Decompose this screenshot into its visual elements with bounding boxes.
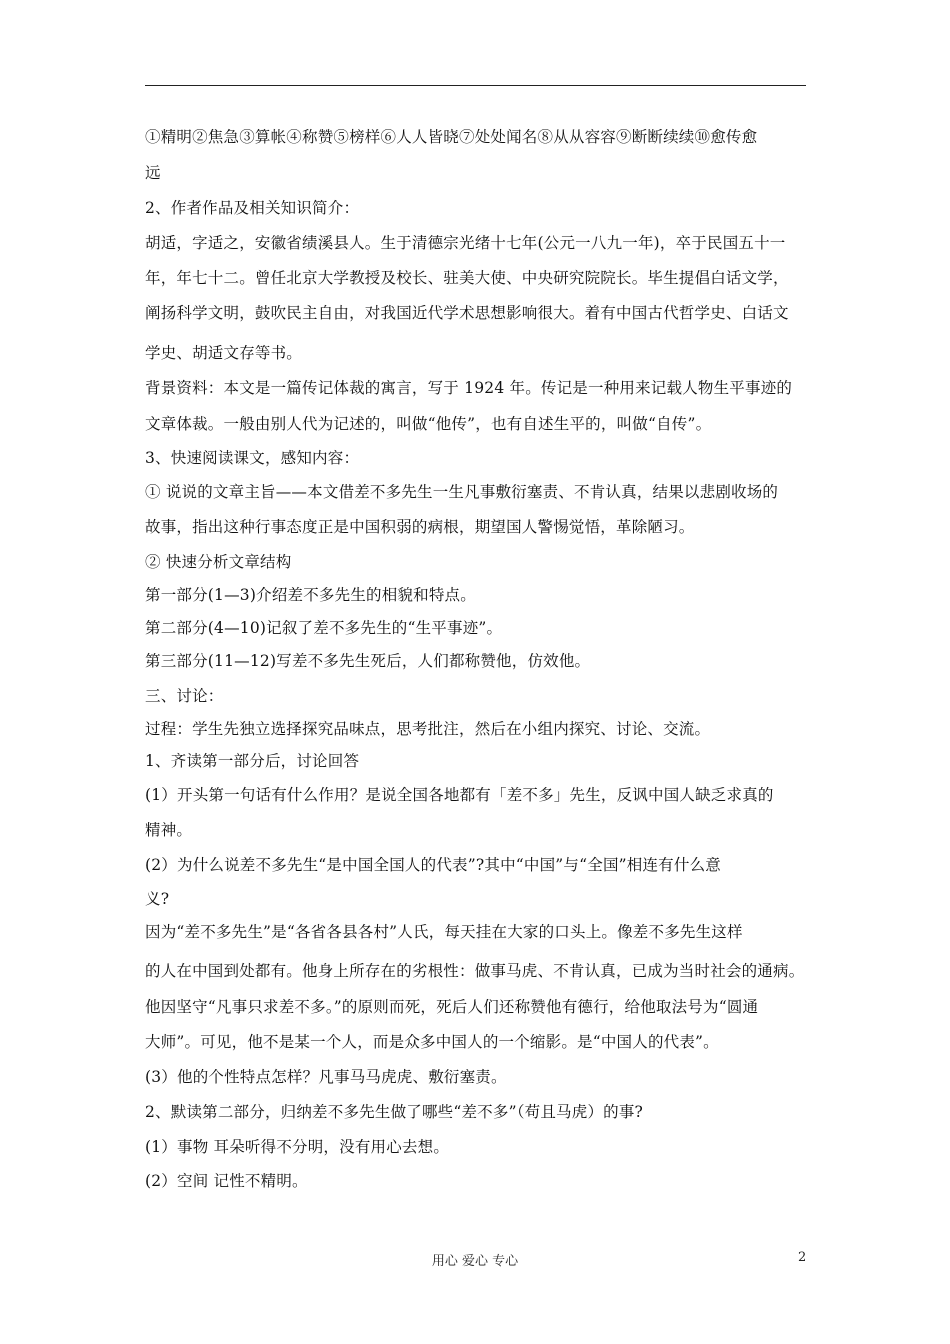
section-heading: 2、作者作品及相关知识简介： — [145, 199, 360, 217]
text-line: 年，年七十二。曾任北京大学教授及校长、驻美大使、中央研究院院长。毕生提倡白话文学， — [145, 269, 789, 287]
text-line: (1）开头第一句话有什么作用？是说全国各地都有「差不多」先生，反讽中国人缺乏求真的 — [145, 786, 774, 804]
text-line: 故事，指出这种行事态度正是中国积弱的病根，期望国人警惕觉悟，革除陋习。 — [145, 518, 695, 536]
vocab-list: ①精明②焦急③算帐④称赞⑤榜样⑥人人皆晓⑦处处闻名⑧从从容容⑨断断续续⑩愈传愈 — [145, 128, 758, 146]
text-line: 文章体裁。一般由别人代为记述的，叫做“他传”，也有自述生平的，叫做“自传”。 — [145, 415, 712, 433]
section-heading: 三、讨论： — [145, 687, 224, 705]
text-line: 精神。 — [145, 821, 193, 839]
text-line: (3）他的个性特点怎样？凡事马马虎虎、敷衍塞责。 — [145, 1068, 507, 1086]
section-heading: 3、快速阅读课文，感知内容： — [145, 449, 360, 467]
text-line: (1）事物 耳朵听得不分明，没有用心去想。 — [145, 1138, 450, 1156]
page-number: 2 — [798, 1250, 807, 1265]
text-line: 2、默读第二部分，归纳差不多先生做了哪些“差不多”（苟且马虎）的事? — [145, 1103, 644, 1121]
text-line: 背景资料：本文是一篇传记体裁的寓言，写于 1924 年。传记是一种用来记载人物生平事迹的 — [145, 379, 793, 397]
text-line: 因为“差不多先生”是“各省各县各村”人氏，每天挂在大家的口头上。像差不多先生这样 — [145, 923, 743, 941]
page-footer: 用心 爱心 专心 — [431, 1254, 519, 1269]
text-line: 学史、胡适文存等书。 — [145, 344, 303, 362]
text-line: 1、齐读第一部分后，讨论回答 — [145, 752, 360, 770]
text-line: (2）空间 记性不精明。 — [145, 1172, 308, 1190]
text-line: 大师”。可见，他不是某一个人，而是众多中国人的一个缩影。是“中国人的代表”。 — [145, 1033, 719, 1051]
text-line: 义? — [145, 890, 170, 908]
text-line: 远 — [145, 164, 161, 182]
text-line: ① 说说的文章主旨——本文借差不多先生一生凡事敷衍塞责、不肯认真，结果以悲剧收场的 — [145, 483, 779, 501]
header-rule — [145, 85, 806, 86]
text-line: 过程：学生先独立选择探究品味点，思考批注，然后在小组内探究、讨论、交流。 — [145, 720, 711, 738]
text-line: 第三部分(11—12)写差不多先生死后，人们都称赞他，仿效他。 — [145, 652, 591, 670]
text-line: 的人在中国到处都有。他身上所存在的劣根性：做事马虎、不肯认真，已成为当时社会的通病。 — [145, 962, 805, 980]
text-line: 第一部分(1—3)介绍差不多先生的相貌和特点。 — [145, 586, 476, 604]
text-line: 他因坚守“凡事只求差不多。”的原则而死，死后人们还称赞他有德行，给他取法号为“圆通 — [145, 998, 759, 1016]
text-line: ② 快速分析文章结构 — [145, 553, 292, 571]
text-line: 阐扬科学文明，鼓吹民主自由，对我国近代学术思想影响很大。着有中国古代哲学史、白话文 — [145, 304, 789, 322]
text-line: (2）为什么说差不多先生“是中国全国人的代表”?其中“中国”与“全国”相连有什么意 — [145, 856, 721, 874]
text-line: 第二部分(4—10)记叙了差不多先生的“生平事迹”。 — [145, 619, 503, 637]
text-line: 胡适，字适之，安徽省绩溪县人。生于清德宗光绪十七年(公元一八九一年)，卒于民国五十一 — [145, 234, 786, 252]
